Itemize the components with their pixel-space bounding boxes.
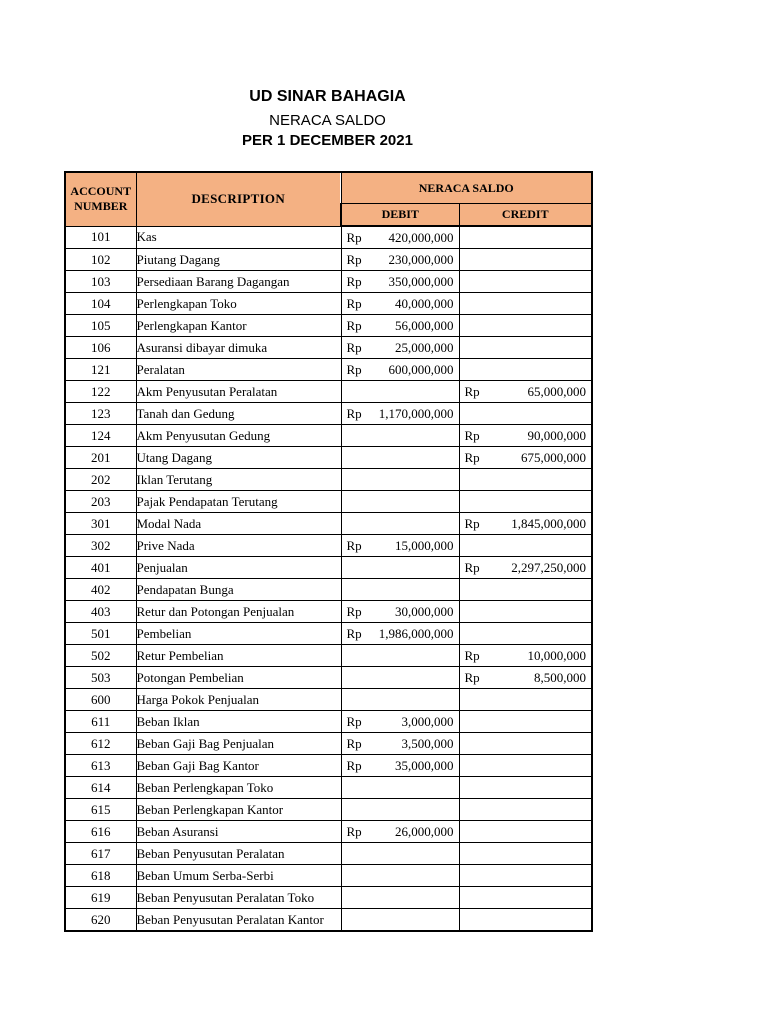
description-cell: Beban Gaji Bag Kantor: [136, 755, 341, 777]
debit-cell: [341, 843, 459, 865]
debit-cell: [341, 601, 459, 623]
account-number-cell: 104: [65, 293, 136, 315]
description-cell: Beban Gaji Bag Penjualan: [136, 733, 341, 755]
debit-cell: [341, 821, 459, 843]
account-number-cell: 103: [65, 271, 136, 293]
debit-amount: 3,500,000: [401, 736, 454, 751]
table-row: [65, 579, 592, 601]
table-row: [65, 843, 592, 865]
credit-cell: [459, 579, 592, 601]
debit-cell: [341, 249, 459, 271]
table-row: [65, 403, 592, 425]
description-cell: Pendapatan Bunga: [136, 579, 341, 601]
credit-cell: [459, 843, 592, 865]
credit-cell: [459, 469, 592, 491]
credit-cell: [459, 909, 592, 932]
table-row: [65, 491, 592, 513]
debit-cell: [341, 469, 459, 491]
debit-currency: Rp: [346, 538, 362, 553]
account-number-cell: 301: [65, 513, 136, 535]
debit-amount: 15,000,000: [395, 538, 454, 553]
credit-cell: [459, 623, 592, 645]
table-row: [65, 557, 592, 579]
debit-cell: [341, 689, 459, 711]
description-cell: Beban Asuransi: [136, 821, 341, 843]
credit-currency: Rp: [464, 670, 480, 685]
description-cell: Tanah dan Gedung: [136, 403, 341, 425]
debit-cell: [341, 799, 459, 821]
credit-cell: [459, 777, 592, 799]
debit-cell: [341, 293, 459, 315]
debit-currency: Rp: [346, 340, 362, 355]
table-row: [65, 887, 592, 909]
debit-amount: 3,000,000: [401, 714, 454, 729]
credit-cell: [459, 799, 592, 821]
account-number-cell: 121: [65, 359, 136, 381]
credit-cell: [459, 645, 592, 667]
table-row: [65, 226, 592, 249]
account-number-cell: 123: [65, 403, 136, 425]
debit-currency: Rp: [346, 252, 362, 267]
report-title: NERACA SALDO: [269, 112, 386, 129]
credit-cell: [459, 513, 592, 535]
account-number-cell: 101: [65, 226, 136, 249]
credit-currency: Rp: [464, 648, 480, 663]
table-row: [65, 733, 592, 755]
description-cell: Kas: [136, 226, 341, 249]
table-row: [65, 271, 592, 293]
debit-cell: [341, 447, 459, 469]
credit-currency: Rp: [464, 450, 480, 465]
debit-cell: [341, 887, 459, 909]
debit-currency: Rp: [346, 274, 362, 289]
debit-currency: Rp: [346, 296, 362, 311]
account-number-cell: 105: [65, 315, 136, 337]
account-number-cell: 616: [65, 821, 136, 843]
credit-cell: [459, 557, 592, 579]
account-number-cell: 502: [65, 645, 136, 667]
header-neraca-saldo: NERACA SALDO: [341, 172, 592, 204]
debit-cell: [341, 425, 459, 447]
table-row: [65, 711, 592, 733]
credit-cell: [459, 667, 592, 689]
debit-currency: Rp: [346, 626, 362, 641]
description-cell: Perlengkapan Kantor: [136, 315, 341, 337]
debit-amount: 35,000,000: [395, 758, 454, 773]
table-row: [65, 293, 592, 315]
debit-cell: [341, 579, 459, 601]
description-cell: Penjualan: [136, 557, 341, 579]
debit-cell: [341, 645, 459, 667]
credit-cell: [459, 535, 592, 557]
credit-cell: [459, 425, 592, 447]
table-row: [65, 777, 592, 799]
debit-cell: [341, 337, 459, 359]
credit-cell: [459, 447, 592, 469]
table-row: [65, 689, 592, 711]
credit-currency: Rp: [464, 560, 480, 575]
account-number-cell: 403: [65, 601, 136, 623]
credit-amount: 2,297,250,000: [511, 560, 586, 575]
account-number-cell: 203: [65, 491, 136, 513]
description-cell: Utang Dagang: [136, 447, 341, 469]
credit-cell: [459, 865, 592, 887]
debit-amount: 56,000,000: [395, 318, 454, 333]
account-number-cell: 402: [65, 579, 136, 601]
description-cell: Akm Penyusutan Gedung: [136, 425, 341, 447]
account-number-cell: 619: [65, 887, 136, 909]
account-number-cell: 613: [65, 755, 136, 777]
table-row: [65, 381, 592, 403]
credit-cell: [459, 403, 592, 425]
debit-cell: [341, 535, 459, 557]
credit-amount: 10,000,000: [527, 648, 586, 663]
debit-currency: Rp: [346, 406, 362, 421]
description-cell: Beban Penyusutan Peralatan Toko: [136, 887, 341, 909]
debit-amount: 1,986,000,000: [378, 626, 454, 641]
table-row: [65, 645, 592, 667]
debit-cell: [341, 623, 459, 645]
debit-cell: [341, 667, 459, 689]
report-period: PER 1 DECEMBER 2021: [242, 132, 413, 149]
description-cell: Asuransi dibayar dimuka: [136, 337, 341, 359]
debit-cell: [341, 865, 459, 887]
table-row: [65, 447, 592, 469]
account-number-cell: 617: [65, 843, 136, 865]
credit-cell: [459, 755, 592, 777]
debit-amount: 600,000,000: [388, 362, 454, 377]
table-row: [65, 315, 592, 337]
credit-cell: [459, 887, 592, 909]
account-number-cell: 612: [65, 733, 136, 755]
debit-amount: 30,000,000: [395, 604, 454, 619]
credit-cell: [459, 711, 592, 733]
table-row: [65, 601, 592, 623]
debit-amount: 230,000,000: [388, 252, 454, 267]
description-cell: Retur dan Potongan Penjualan: [136, 601, 341, 623]
debit-cell: [341, 271, 459, 293]
debit-currency: Rp: [346, 230, 362, 245]
debit-cell: [341, 381, 459, 403]
debit-amount: 1,170,000,000: [378, 406, 454, 421]
credit-currency: Rp: [464, 428, 480, 443]
debit-amount: 420,000,000: [388, 230, 454, 245]
debit-amount: 25,000,000: [395, 340, 454, 355]
debit-amount: 40,000,000: [395, 296, 454, 311]
description-cell: Prive Nada: [136, 535, 341, 557]
account-number-cell: 202: [65, 469, 136, 491]
debit-currency: Rp: [346, 604, 362, 619]
table-row: [65, 821, 592, 843]
credit-cell: [459, 491, 592, 513]
debit-cell: [341, 777, 459, 799]
credit-amount: 65,000,000: [527, 384, 586, 399]
account-number-cell: 611: [65, 711, 136, 733]
table-row: [65, 425, 592, 447]
debit-cell: [341, 491, 459, 513]
debit-cell: [341, 226, 459, 249]
debit-currency: Rp: [346, 318, 362, 333]
company-name: UD SINAR BAHAGIA: [249, 88, 406, 105]
credit-cell: [459, 381, 592, 403]
description-cell: Piutang Dagang: [136, 249, 341, 271]
debit-cell: [341, 359, 459, 381]
header-account-line1: ACCOUNT: [70, 184, 132, 199]
account-number-cell: 501: [65, 623, 136, 645]
description-cell: Pembelian: [136, 623, 341, 645]
debit-cell: [341, 315, 459, 337]
debit-cell: [341, 755, 459, 777]
header-description: DESCRIPTION: [136, 172, 341, 226]
debit-currency: Rp: [346, 758, 362, 773]
description-cell: Perlengkapan Toko: [136, 293, 341, 315]
credit-cell: [459, 689, 592, 711]
credit-cell: [459, 733, 592, 755]
credit-cell: [459, 271, 592, 293]
credit-cell: [459, 821, 592, 843]
credit-amount: 8,500,000: [534, 670, 586, 685]
account-number-cell: 600: [65, 689, 136, 711]
table-body: [65, 226, 592, 931]
debit-cell: [341, 711, 459, 733]
description-cell: Beban Penyusutan Peralatan Kantor: [136, 909, 341, 932]
debit-amount: 26,000,000: [395, 824, 454, 839]
debit-cell: [341, 557, 459, 579]
account-number-cell: 618: [65, 865, 136, 887]
description-cell: Pajak Pendapatan Terutang: [136, 491, 341, 513]
table-row: [65, 755, 592, 777]
description-cell: Retur Pembelian: [136, 645, 341, 667]
description-cell: Peralatan: [136, 359, 341, 381]
credit-cell: [459, 226, 592, 249]
account-number-cell: 615: [65, 799, 136, 821]
account-number-cell: 401: [65, 557, 136, 579]
credit-currency: Rp: [464, 384, 480, 399]
description-cell: Harga Pokok Penjualan: [136, 689, 341, 711]
debit-cell: [341, 513, 459, 535]
header-debit: DEBIT: [341, 204, 459, 227]
description-cell: Beban Penyusutan Peralatan: [136, 843, 341, 865]
description-cell: Beban Perlengkapan Toko: [136, 777, 341, 799]
trial-balance-table: [64, 171, 593, 932]
description-cell: Persediaan Barang Dagangan: [136, 271, 341, 293]
credit-cell: [459, 293, 592, 315]
description-cell: Modal Nada: [136, 513, 341, 535]
debit-amount: 350,000,000: [388, 274, 454, 289]
description-cell: Beban Iklan: [136, 711, 341, 733]
credit-cell: [459, 249, 592, 271]
header-account-number: [65, 172, 136, 226]
credit-cell: [459, 315, 592, 337]
debit-currency: Rp: [346, 824, 362, 839]
table-row: [65, 799, 592, 821]
description-cell: Akm Penyusutan Peralatan: [136, 381, 341, 403]
table-row: [65, 513, 592, 535]
header-credit: CREDIT: [459, 204, 592, 227]
account-number-cell: 122: [65, 381, 136, 403]
description-cell: Beban Perlengkapan Kantor: [136, 799, 341, 821]
account-number-cell: 620: [65, 909, 136, 932]
description-cell: Iklan Terutang: [136, 469, 341, 491]
table-row: [65, 667, 592, 689]
credit-amount: 90,000,000: [527, 428, 586, 443]
table-row: [65, 623, 592, 645]
account-number-cell: 614: [65, 777, 136, 799]
credit-amount: 1,845,000,000: [511, 516, 586, 531]
header-account-line2: NUMBER: [74, 199, 128, 214]
table-row: [65, 469, 592, 491]
debit-currency: Rp: [346, 362, 362, 377]
table-row: [65, 865, 592, 887]
debit-currency: Rp: [346, 714, 362, 729]
debit-currency: Rp: [346, 736, 362, 751]
table-row: [65, 535, 592, 557]
account-number-cell: 503: [65, 667, 136, 689]
debit-cell: [341, 909, 459, 932]
credit-amount: 675,000,000: [521, 450, 586, 465]
description-cell: Potongan Pembelian: [136, 667, 341, 689]
table-row: [65, 249, 592, 271]
table-row: [65, 909, 592, 932]
account-number-cell: 201: [65, 447, 136, 469]
account-number-cell: 302: [65, 535, 136, 557]
account-number-cell: 124: [65, 425, 136, 447]
credit-cell: [459, 359, 592, 381]
debit-cell: [341, 403, 459, 425]
debit-cell: [341, 733, 459, 755]
description-cell: Beban Umum Serba-Serbi: [136, 865, 341, 887]
credit-cell: [459, 337, 592, 359]
account-number-cell: 106: [65, 337, 136, 359]
table-row: [65, 337, 592, 359]
account-number-cell: 102: [65, 249, 136, 271]
credit-cell: [459, 601, 592, 623]
credit-currency: Rp: [464, 516, 480, 531]
table-row: [65, 359, 592, 381]
